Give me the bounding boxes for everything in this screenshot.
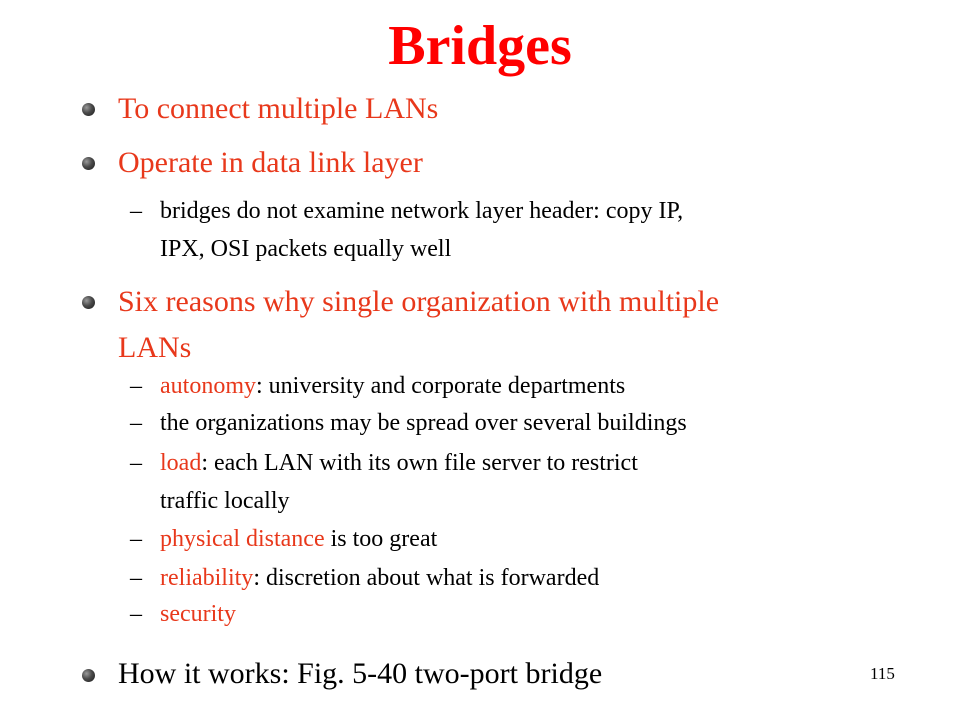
- bullet-icon: [82, 103, 95, 116]
- sub-bullet-term: load: [160, 450, 202, 476]
- bullet-text: Operate in data link layer: [118, 146, 423, 179]
- sub-bullet-text: traffic locally: [160, 488, 290, 514]
- slide-title: Bridges: [388, 15, 572, 77]
- sub-bullet-rest: : university and corporate departments: [256, 373, 626, 399]
- sub-bullet-rest: : each LAN with its own file server to restrict: [201, 450, 638, 476]
- dash-marker: –: [130, 526, 142, 552]
- sub-bullet-text: the organizations may be spread over several buildings: [160, 410, 687, 436]
- sub-bullet-rest: : discretion about what is forwarded: [253, 565, 600, 591]
- sub-bullet-term: autonomy: [160, 373, 256, 399]
- sub-bullet-text: [160, 447, 880, 479]
- bullet-text: To connect multiple LANs: [118, 92, 439, 125]
- sub-bullet-text: [160, 562, 880, 594]
- bullet-text: LANs: [118, 331, 192, 364]
- dash-marker: –: [130, 198, 142, 224]
- bullet-icon: [82, 669, 95, 682]
- sub-bullet-term: security: [160, 601, 236, 627]
- bullet-text: Six reasons why single organization with multiple: [118, 285, 720, 318]
- dash-marker: –: [130, 450, 142, 476]
- sub-bullet-rest: is too great: [324, 526, 438, 552]
- dash-marker: –: [130, 373, 142, 399]
- dash-marker: –: [130, 410, 142, 436]
- sub-bullet-text: [160, 598, 880, 630]
- dash-marker: –: [130, 601, 142, 627]
- page-number: 115: [870, 664, 895, 683]
- dash-marker: –: [130, 565, 142, 591]
- sub-bullet-text: bridges do not examine network layer header: copy IP,: [160, 198, 684, 224]
- bullet-text: How it works: Fig. 5-40 two-port bridge: [118, 657, 603, 690]
- sub-bullet-text: [160, 523, 880, 555]
- sub-bullet-term: physical distance: [160, 526, 325, 552]
- bullet-icon: [82, 296, 95, 309]
- sub-bullet-text: [160, 370, 880, 402]
- sub-bullet-term: reliability: [160, 565, 254, 591]
- bullet-icon: [82, 157, 95, 170]
- sub-bullet-text: IPX, OSI packets equally well: [160, 236, 452, 262]
